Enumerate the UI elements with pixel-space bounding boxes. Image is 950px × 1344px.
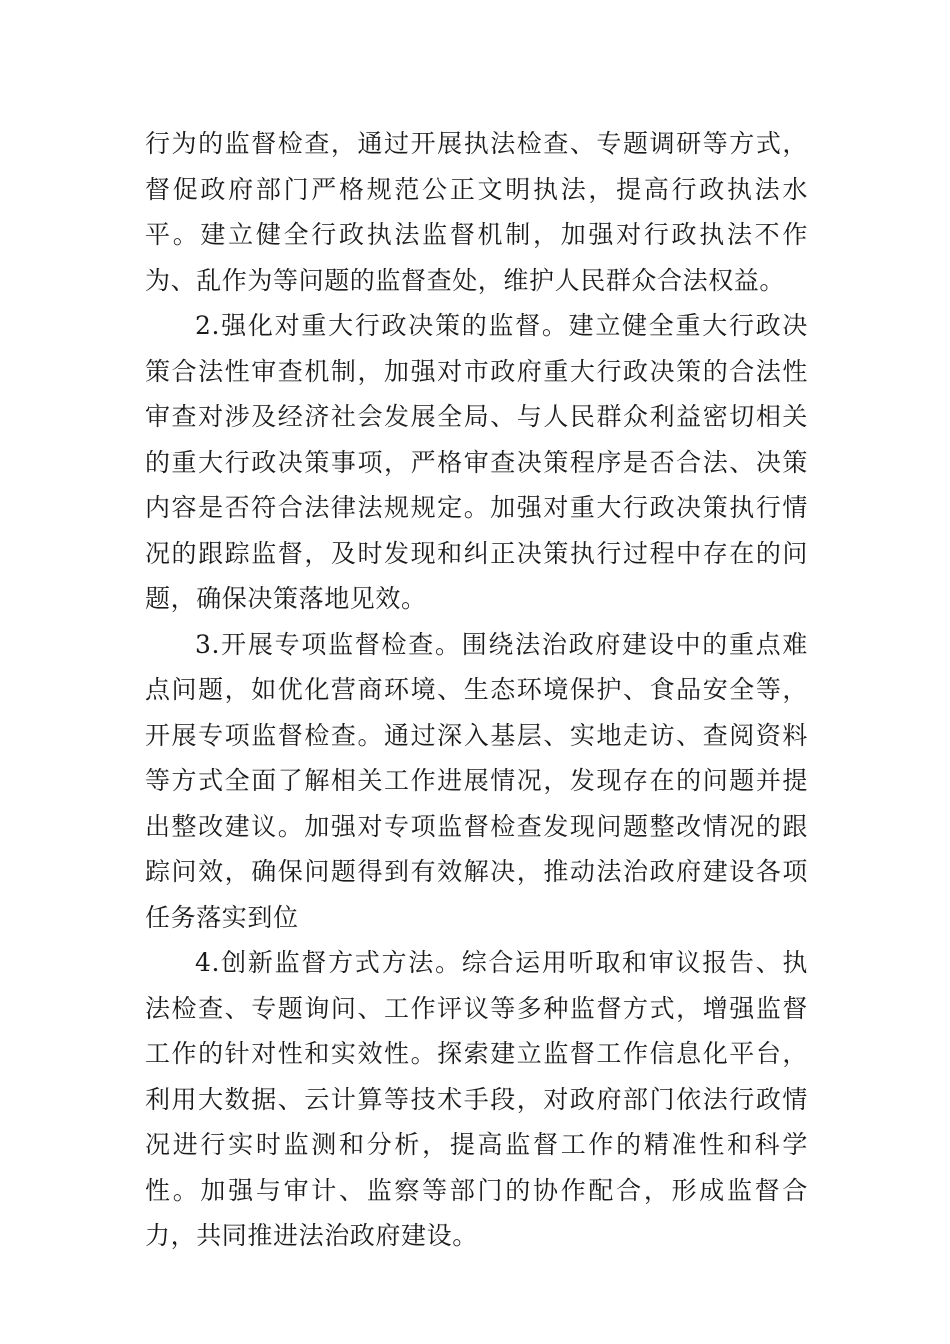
paragraph-continuation: 行为的监督检查，通过开展执法检查、专题调研等方式，督促政府部门严格规范公正文明执法，提高行政执法水平。建立健全行政执法监督机制，加强对行政执法不作为、乱作为等问题的监督查处，维护人民群众合法权益。 [145, 129, 808, 295]
document-body [145, 121, 808, 1259]
paragraph-item-2: 2.强化对重大行政决策的监督。建立健全重大行政决策合法性审查机制，加强对市政府重大行政决策的合法性审查对涉及经济社会发展全局、与人民群众利益密切相关的重大行政决策事项，严格审查决策程序是否合法、决策内容是否符合法律法规规定。加强对重大行政决策执行情况的跟踪监督，及时发现和纠正决策执行过程中存在的问题，确保决策落地见效。 [145, 311, 808, 613]
paragraph-item-4: 4.创新监督方式方法。综合运用听取和审议报告、执法检查、专题询问、工作评议等多种监督方式，增强监督工作的针对性和实效性。探索建立监督工作信息化平台，利用大数据、云计算等技术手段，对政府部门依法行政情况进行实时监测和分析，提高监督工作的精准性和科学性。加强与审计、监察等部门的协作配合，形成监督合力，共同推进法治政府建设。 [145, 948, 808, 1250]
paragraph-item-3: 3.开展专项监督检查。围绕法治政府建设中的重点难点问题，如优化营商环境、生态环境保护、食品安全等，开展专项监督检查。通过深入基层、实地走访、查阅资料等方式全面了解相关工作进展情况，发现存在的问题并提出整改建议。加强对专项监督检查发现问题整改情况的跟踪问效，确保问题得到有效解决，推动法治政府建设各项任务落实到位 [145, 629, 808, 932]
